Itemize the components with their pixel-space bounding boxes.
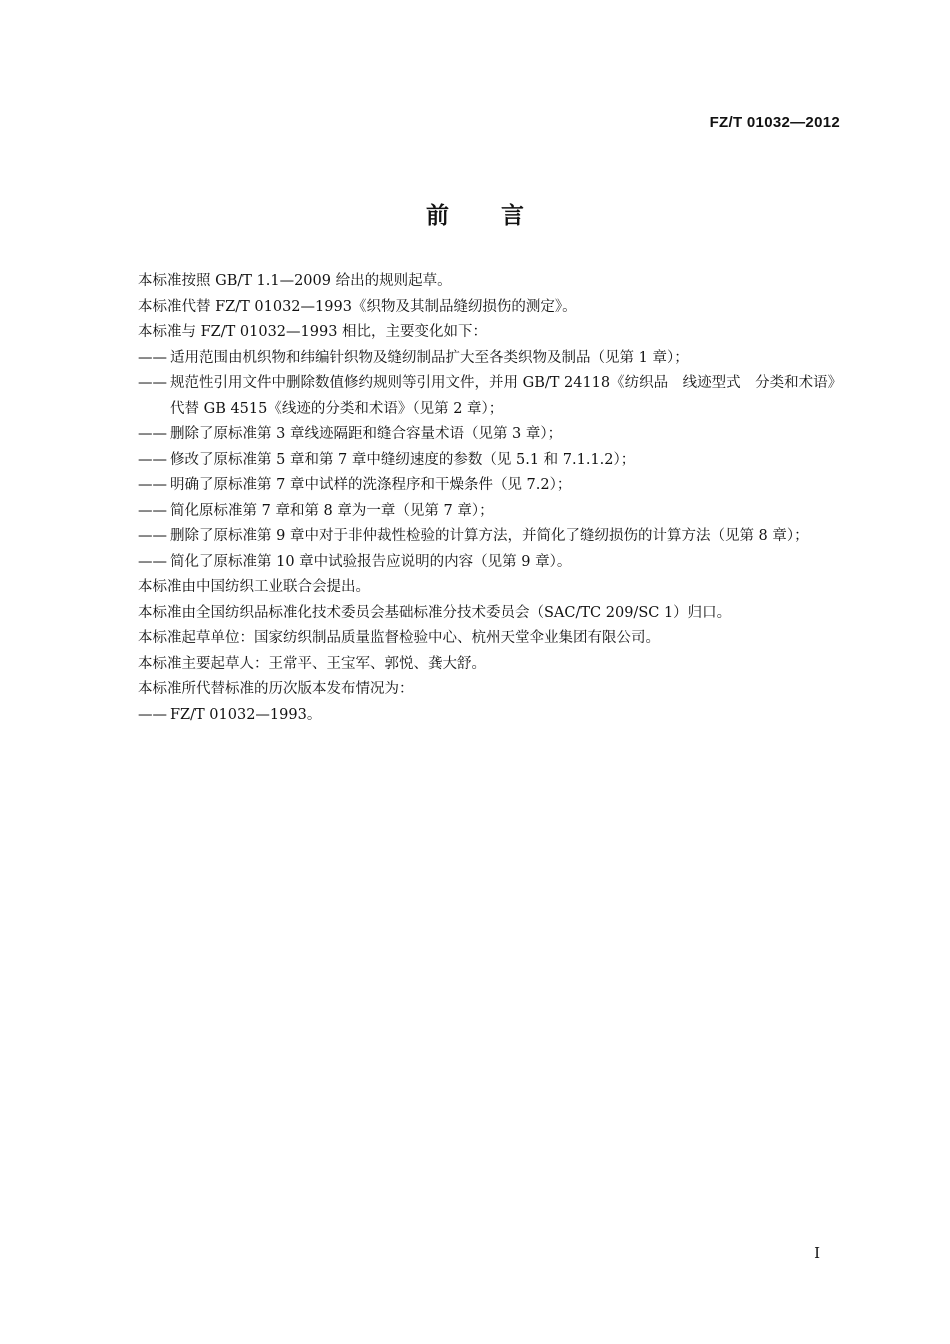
paragraph-drafting-units: 本标准起草单位：国家纺织制品质量监督检验中心、杭州天堂伞业集团有限公司。 [138,630,660,646]
list-item [138,371,843,422]
list-item-text: 简化了原标准第 10 章中试验报告应说明的内容（见第 9 章）。 [170,553,572,570]
list-item [138,550,843,576]
list-item [138,346,843,372]
dash-marker: —— [138,502,167,519]
page-number: I [814,1244,820,1262]
standard-code: FZ/T 01032—2012 [709,114,840,131]
page-title: 前言 [426,203,576,229]
paragraph-drafters: 本标准主要起草人：王常平、王宝军、郭悦、龚大舒。 [138,655,486,672]
dash-marker: —— [138,706,167,723]
list-item [138,499,843,525]
foreword-body [138,269,843,728]
list-item-text: 修改了原标准第 5 章和第 7 章中缝纫速度的参数（见 5.1 和 7.1.1.2）； [170,451,636,468]
dash-marker: —— [138,426,167,442]
dash-marker: —— [138,528,167,544]
list-item-text: 适用范围由机织物和纬编针织物及缝纫制品扩大至各类织物及制品（见第 1 章）； [170,349,689,366]
list-item-text: 规范性引用文件中删除数值修约规则等引用文件，并用 GB/T 24118《纺织品 线迹型式 分类和术语》代替 GB 4515《线迹的分类和术语》（见第 2 章）； [170,375,843,417]
list-item-text: 明确了原标准第 7 章中试样的洗涤程序和干燥条件（见 7.2）； [170,477,572,493]
list-item [138,448,843,474]
paragraph-technical-committee: 本标准由全国纺织品标准化技术委员会基础标准分技术委员会（SAC/TC 209/SC 1）归口。 [138,604,732,621]
list-item-text: 删除了原标准第 9 章中对于非仲裁性检验的计算方法，并简化了缝纫损伤的计算方法（见第 8 章）； [170,528,809,544]
list-item [138,524,843,550]
list-item [138,703,843,729]
dash-marker: —— [138,553,167,570]
paragraph-proposed-by: 本标准由中国纺织工业联合会提出。 [138,579,370,595]
dash-marker: —— [138,451,167,468]
paragraph-history: 本标准所代替标准的历次版本发布情况为： [138,681,414,697]
dash-marker: —— [138,375,167,391]
list-item [138,422,843,448]
dash-marker: —— [138,477,167,493]
list-item-text: 删除了原标准第 3 章线迹隔距和缝合容量术语（见第 3 章）； [170,426,563,442]
list-item-text: 简化原标准第 7 章和第 8 章为一章（见第 7 章）； [170,502,494,519]
list-item [138,473,843,499]
paragraph-replaces: 本标准代替 FZ/T 01032—1993《织物及其制品缝纫损伤的测定》。 [138,298,577,315]
paragraph-main-changes: 本标准与 FZ/T 01032—1993 相比，主要变化如下： [138,324,488,340]
history-item-text: FZ/T 01032—1993。 [170,706,322,723]
paragraph-drafting-rules: 本标准按照 GB/T 1.1—2009 给出的规则起草。 [138,273,452,289]
dash-marker: —— [138,349,167,366]
